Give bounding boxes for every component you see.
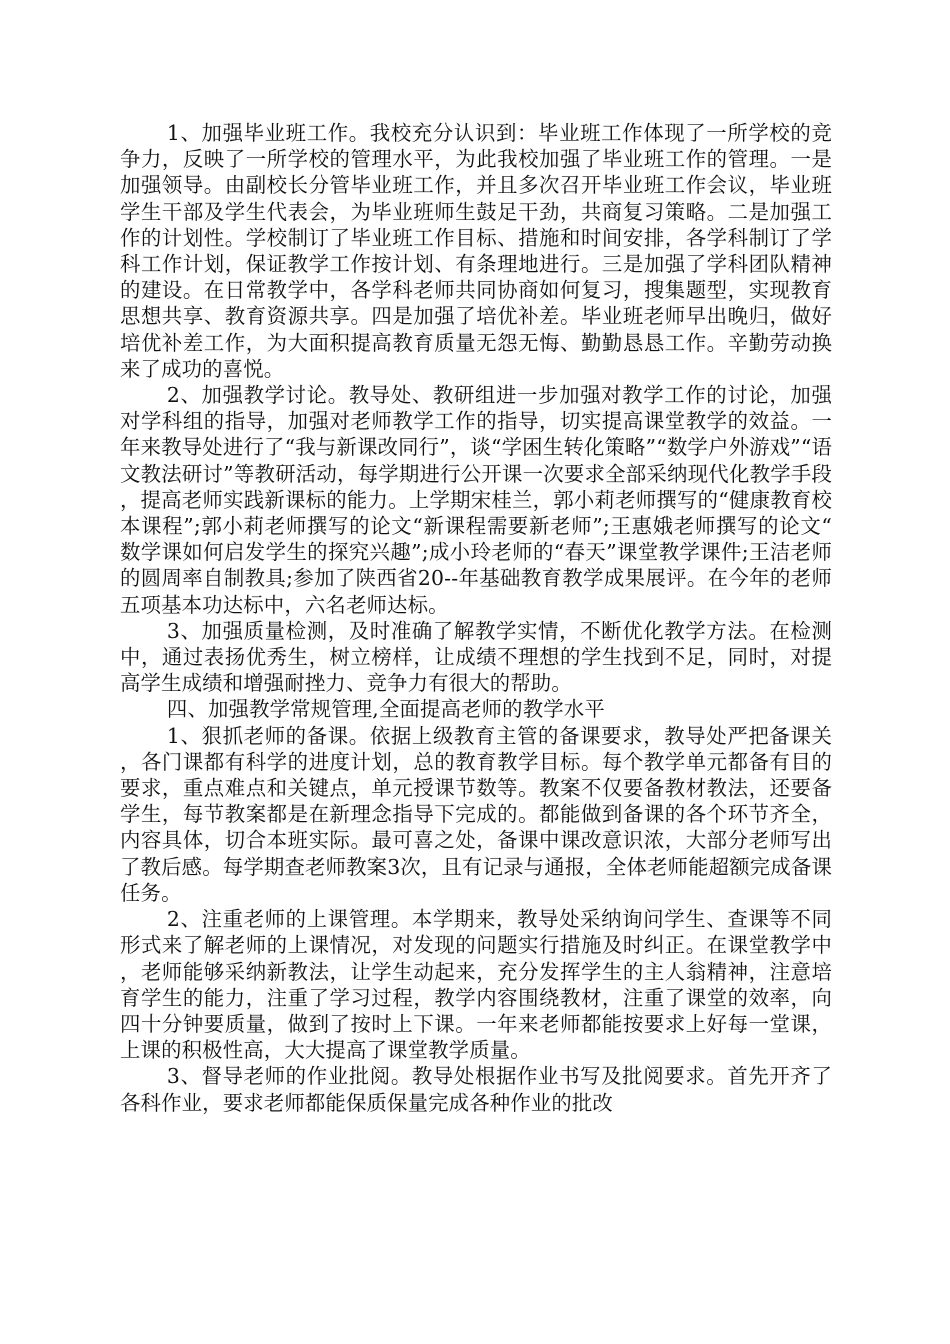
paragraph-quality-testing: 3、加强质量检测，及时准确了解教学实情，不断优化教学方法。在检测中，通过表扬优秀生，树立榜样，让成绩不理想的学生找到不足，同时，对提高学生成绩和增强耐挫力、竞争力有很大的帮助。 bbox=[120, 618, 832, 696]
paragraph-class-management: 2、注重老师的上课管理。本学期来，教导处采纳询问学生、查课等不同形式来了解老师的上课情况，对发现的问题实行措施及时纠正。在课堂教学中，老师能够采纳新教法，让学生动起来，充分发挥学生的主人翁精神，注意培育学生的能力，注重了学习过程，教学内容围绕教材，注重了课堂的效率，向四十分钟要质量，做到了按时上下课。一年来老师都能按要求上好每一堂课，上课的积极性高，大大提高了课堂教学质量。 bbox=[120, 907, 832, 1063]
paragraph-homework-review: 3、督导老师的作业批阅。教导处根据作业书写及批阅要求。首先开齐了各科作业，要求老师都能保质保量完成各种作业的批改 bbox=[120, 1064, 832, 1115]
document-page bbox=[120, 120, 832, 1116]
paragraph-teaching-research: 2、加强教学讨论。教导处、教研组进一步加强对教学工作的讨论，加强对学科组的指导，加强对老师教学工作的指导，切实提高课堂教学的效益。一年来教导处进行了“我与新课改同行”，谈“学困生转化策略”“数学户外游戏”“语文教法研讨”等教研活动，每学期进行公开课一次要求全部采纳现代化教学手段，提高老师实践新课标的能力。上学期宋桂兰，郭小莉老师撰写的“健康教育校本课程”;郭小莉老师撰写的论文“新课程需要新老师”;王惠娥老师撰写的论文“数学课如何启发学生的探究兴趣”;成小玲老师的“春天”课堂教学课件;王洁老师的圆周率自制教具;参加了陕西省20--年基础教育教学成果展评。在今年的老师五项基本功达标中，六名老师达标。 bbox=[120, 383, 832, 617]
section-heading: 四、加强教学常规管理,全面提高老师的教学水平 bbox=[166, 697, 605, 722]
paragraph-graduating-class: 1、加强毕业班工作。我校充分认识到：毕业班工作体现了一所学校的竞争力，反映了一所学校的管理水平，为此我校加强了毕业班工作的管理。一是加强领导。由副校长分管毕业班工作，并且多次召开毕业班工作会议，毕业班学生干部及学生代表会，为毕业班师生鼓足干劲，共商复习策略。二是加强工作的计划性。学校制订了毕业班工作目标、措施和时间安排，各学科制订了学科工作计划，保证教学工作按计划、有条理地进行。三是加强了学科团队精神的建设。在日常教学中，各学科老师共同协商如何复习，搜集题型，实现教育思想共享、教育资源共享。四是加强了培优补差。毕业班老师早出晚归，做好培优补差工作，为大面积提高教育质量无怨无悔、勤勤恳恳工作。辛勤劳动换来了成功的喜悦。 bbox=[120, 121, 832, 381]
paragraph-lesson-preparation: 1、狠抓老师的备课。依据上级教育主管的备课要求，教导处严把备课关，各门课都有科学的进度计划，总的教育教学目标。每个教学单元都备有目的要求，重点难点和关键点，单元授课节数等。教案不仅要备教材教法，还要备学生，每节教案都是在新理念指导下完成的。都能做到备课的各个环节齐全，内容具体，切合本班实际。最可喜之处，备课中课改意识浓，大部分老师写出了教后感。每学期查老师教案3次，且有记录与通报，全体老师能超额完成备课任务。 bbox=[120, 723, 832, 905]
